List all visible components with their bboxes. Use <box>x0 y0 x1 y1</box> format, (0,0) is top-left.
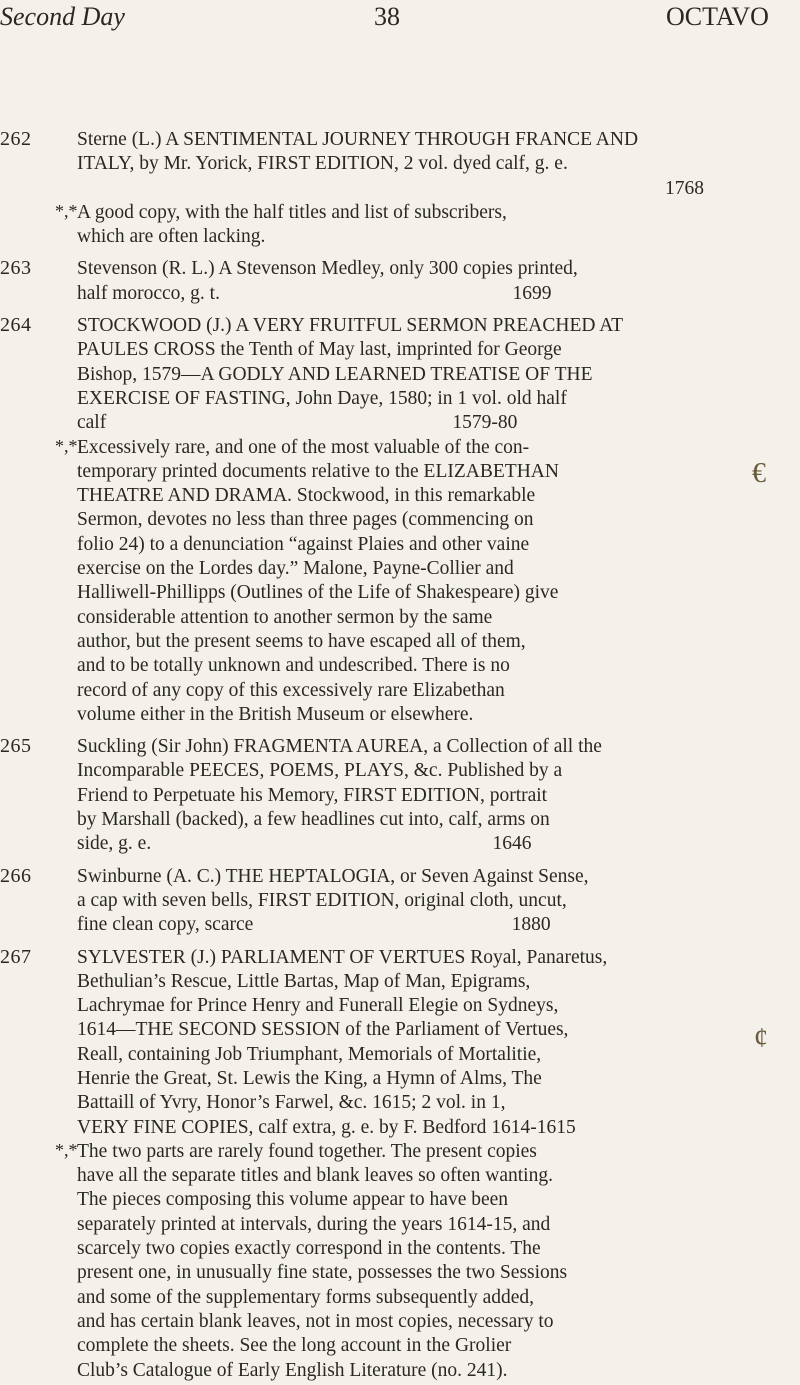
entry-line: fine clean copy, scarce 1880 <box>77 914 551 936</box>
note-line: exercise on the Lordes day.” Malone, Payne-Collier and <box>77 558 514 580</box>
note-line: folio 24) to a denunciation “against Plaies and other vaine <box>77 533 530 555</box>
catalogue-entry <box>0 946 800 1383</box>
lot-number: 264 <box>0 314 32 337</box>
entry-line: EXERCISE OF FASTING, John Daye, 1580; in 1 vol. old half <box>77 387 567 409</box>
entry-line: side, g. e. 1646 <box>77 833 532 855</box>
entry-line: Sterne (L.) A SENTIMENTAL JOURNEY THROUGH FRANCE AND <box>77 129 639 150</box>
note-line: The pieces composing this volume appear to have been <box>77 1189 509 1211</box>
entry-line: Henrie the Great, St. Lewis the King, a Hymn of Alms, The <box>77 1067 542 1089</box>
catalogue-entries <box>0 90 800 1385</box>
note-line: THEATRE AND DRAMA. Stockwood, in this remarkable <box>77 485 536 507</box>
note-line: Halliwell-Phillipps (Outlines of the Life of Shakespeare) give <box>77 582 559 604</box>
entry-line: STOCKWOOD (J.) A VERY FRUITFUL SERMON PREACHED AT <box>77 315 624 337</box>
entry-line: Battaill of Yvry, Honor’s Farwel, &c. 1615; 2 vol. in 1, <box>77 1092 506 1114</box>
entry-note <box>55 435 800 728</box>
entry-line: 1614—THE SECOND SESSION of the Parliament of Vertues, <box>77 1019 569 1041</box>
margin-bracket-mark: ¢ <box>754 1023 768 1054</box>
page-number: 38 <box>374 2 400 31</box>
entry-line: Suckling (Sir John) FRAGMENTA AUREA, a Collection of all the <box>77 736 602 758</box>
entry-line: by Marshall (backed), a few headlines cut into, calf, arms on <box>77 809 550 831</box>
note-line: Club’s Catalogue of Early English Literature (no. 241). <box>77 1359 508 1381</box>
note-line: record of any copy of this excessively rare Elizabethan <box>77 679 505 701</box>
lot-number: 263 <box>0 257 32 280</box>
note-marker: *,* <box>55 1139 78 1160</box>
entry-line: Incomparable PEECES, POEMS, PLAYS, &c. Published by a <box>77 760 563 782</box>
note-line: A good copy, with the half titles and list of subscribers, <box>77 201 507 223</box>
page-header <box>0 0 800 40</box>
lot-number: 262 <box>0 128 32 150</box>
entry-line: Bishop, 1579—A GODLY AND LEARNED TREATISE OF THE <box>77 363 593 385</box>
entry-note <box>55 200 800 250</box>
entry-line: ITALY, by Mr. Yorick, FIRST EDITION, 2 vol. dyed calf, g. e. <box>77 153 568 175</box>
entry-line: Friend to Perpetuate his Memory, FIRST EDITION, portrait <box>77 784 548 806</box>
catalogue-entry <box>0 865 800 938</box>
day-label: Second Day <box>0 2 125 31</box>
note-line: which are often lacking. <box>77 226 266 248</box>
catalogue-entry <box>0 735 800 856</box>
note-line: Excessively rare, and one of the most valuable of the con- <box>77 436 530 458</box>
entry-note <box>55 1139 800 1383</box>
entry-line: Lachrymae for Prince Henry and Funerall Elegie on Sydneys, <box>77 995 559 1017</box>
margin-bracket-mark: € <box>752 458 766 489</box>
entry-line: a cap with seven bells, FIRST EDITION, original cloth, uncut, <box>77 889 567 911</box>
catalogue-entry <box>0 314 800 727</box>
note-line: Sermon, devotes no less than three pages (commencing on <box>77 509 534 531</box>
entry-line: VERY FINE COPIES, calf extra, g. e. by F. Bedford 1614-1615 <box>77 1116 576 1138</box>
note-line: The two parts are rarely found together. The present copies <box>77 1140 537 1162</box>
entry-line: Swinburne (A. C.) THE HEPTALOGIA, or Seven Against Sense, <box>77 865 589 887</box>
note-line: and has certain blank leaves, not in most copies, necessary to <box>77 1310 554 1332</box>
note-line: have all the separate titles and blank leaves so often wanting. <box>77 1165 553 1187</box>
entry-line: Reall, containing Job Triumphant, Memorials of Mortalitie, <box>77 1043 542 1065</box>
entry-date: 1768 <box>665 177 704 199</box>
entry-line: Stevenson (R. L.) A Stevenson Medley, only 300 copies printed, <box>77 258 578 280</box>
entry-line: Bethulian’s Rescue, Little Bartas, Map of Man, Epigrams, <box>77 970 531 992</box>
note-line: and some of the supplementary forms subsequently added, <box>77 1286 535 1308</box>
catalogue-entry <box>0 257 800 306</box>
note-line: scarcely two copies exactly correspond in the contents. The <box>77 1238 541 1260</box>
note-line: present one, in unusually fine state, possesses the two Sessions <box>77 1262 568 1284</box>
entry-line: calf 1579-80 <box>77 412 518 434</box>
entry-line: SYLVESTER (J.) PARLIAMENT OF VERTUES Royal, Panaretus, <box>77 946 608 968</box>
note-line: author, but the present seems to have escaped all of them, <box>77 630 526 652</box>
note-line: complete the sheets. See the long account in the Grolier <box>77 1335 512 1357</box>
note-line: and to be totally unknown and undescribed. There is no <box>77 655 510 677</box>
catalogue-entry <box>0 128 800 249</box>
lot-number: 266 <box>0 864 32 887</box>
note-line: considerable attention to another sermon by the same <box>77 606 493 628</box>
lot-number: 267 <box>0 945 32 968</box>
note-marker: *,* <box>55 200 78 221</box>
entry-line: half morocco, g. t. 1699 <box>77 282 552 304</box>
note-line: volume either in the British Museum or elsewhere. <box>77 703 474 725</box>
entry-line: PAULES CROSS the Tenth of May last, imprinted for George <box>77 339 562 361</box>
note-marker: *,* <box>55 435 78 456</box>
note-line: separately printed at intervals, during the years 1614-15, and <box>77 1213 551 1235</box>
lot-number: 265 <box>0 735 32 758</box>
note-line: temporary printed documents relative to the ELIZABETHAN <box>77 460 559 482</box>
format-label: OCTAVO <box>666 2 769 31</box>
